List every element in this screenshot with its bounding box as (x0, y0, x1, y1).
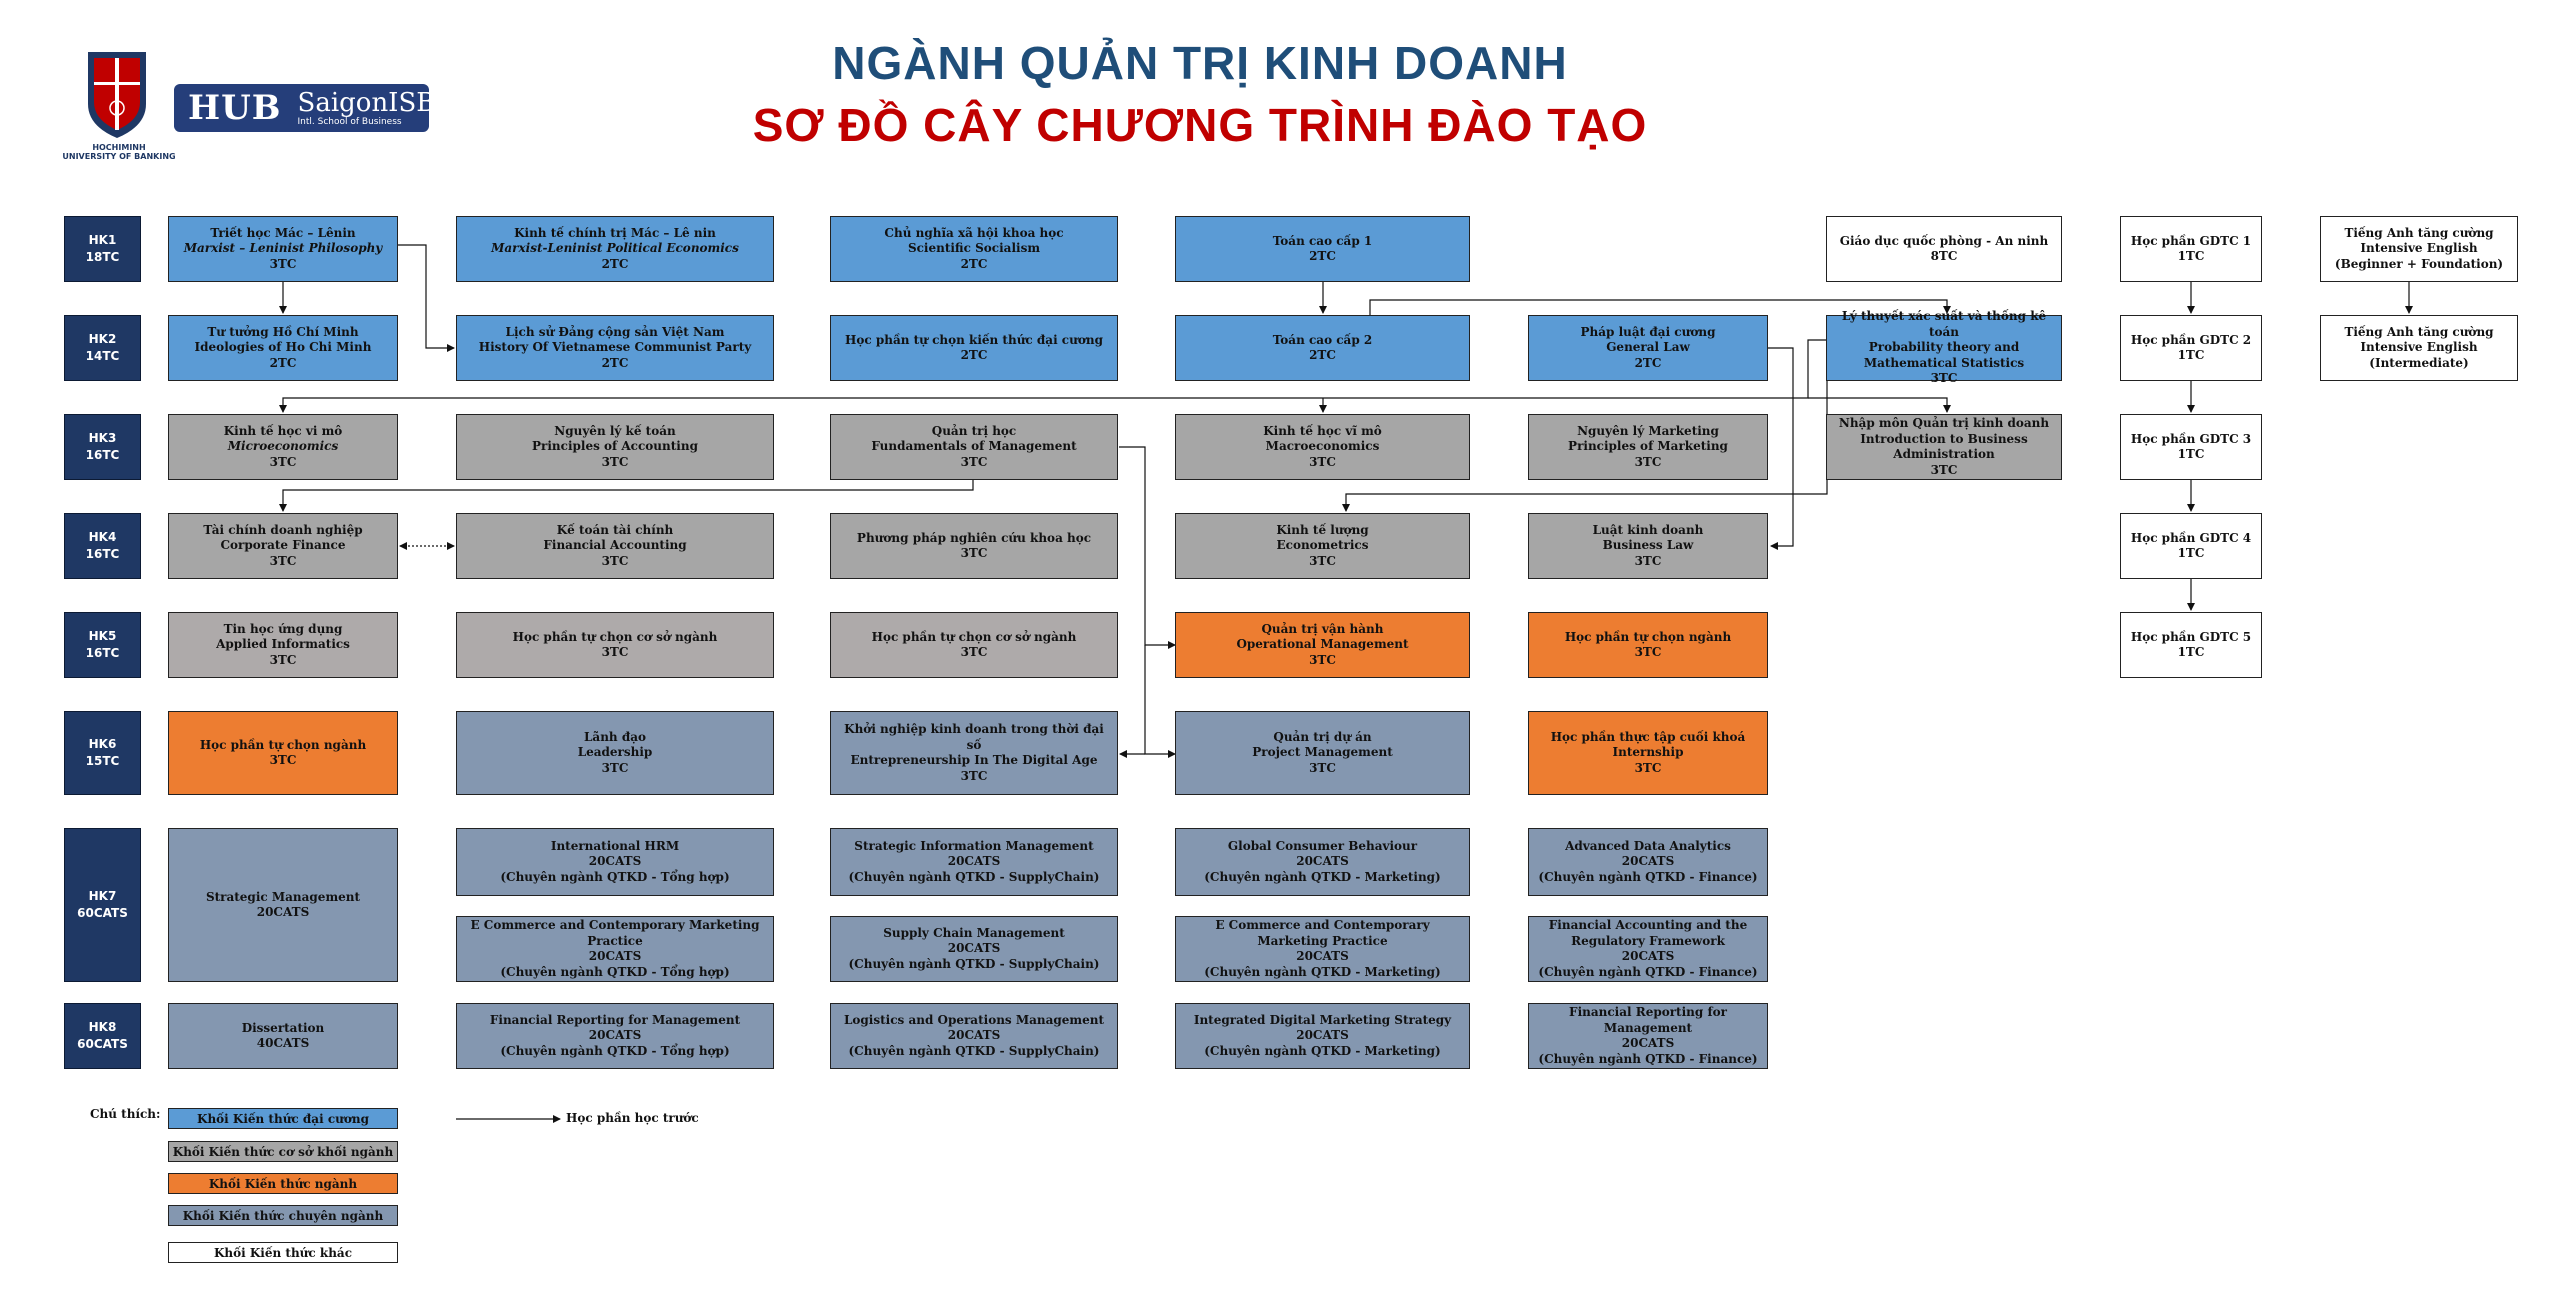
course-quan-tri-van-hanh: Quản trị vận hành Operational Management 3TC (1175, 612, 1470, 678)
course-toan-cao-cap-1: Toán cao cấp 1 2TC (1175, 216, 1470, 282)
course-thuc-tap: Học phần thực tập cuối khoá Internship 3TC (1528, 711, 1768, 795)
page-title: NGÀNH QUẢN TRỊ KINH DOANH (832, 37, 1568, 89)
course-integrated-digital-marketing: Integrated Digital Marketing Strategy 20CATS (Chuyên ngành QTKD - Marketing) (1175, 1003, 1470, 1069)
course-tu-chon-nganh-hk5: Học phần tự chọn ngành 3TC (1528, 612, 1768, 678)
course-tu-tuong-hcm: Tư tưởng Hồ Chí Minh Ideologies of Ho Chi Minh 2TC (168, 315, 398, 381)
semester-hk8: HK8 60CATS (64, 1003, 141, 1069)
arrow-qth-qtda (1145, 645, 1175, 754)
course-strategic-information-management: Strategic Information Management 20CATS (Chuyên ngành QTKD - SupplyChain) (830, 828, 1118, 896)
course-dissertation: Dissertation 40CATS (168, 1003, 398, 1069)
course-toan-cao-cap-2: Toán cao cấp 2 2TC (1175, 315, 1470, 381)
legend-arrow-label: Học phần học trước (566, 1111, 699, 1125)
course-luat-kinh-doanh: Luật kinh doanh Business Law 3TC (1528, 513, 1768, 579)
course-gdtc-2: Học phần GDTC 2 1TC (2120, 315, 2262, 381)
logo-isb-sub: Intl. School of Business (297, 116, 402, 127)
legend-co-so-khoi-nganh: Khối Kiến thức cơ sở khối ngành (168, 1141, 398, 1162)
course-tai-chinh-doanh-nghiep: Tài chính doanh nghiệp Corporate Finance 3TC (168, 513, 398, 579)
course-financial-reporting-finance: Financial Reporting for Management 20CATS (Chuyên ngành QTKD - Finance) (1528, 1003, 1768, 1069)
arrow-triet-lsd (398, 245, 454, 348)
legend-chuyen-nganh: Khối Kiến thức chuyên ngành (168, 1205, 398, 1226)
course-financial-accounting-regulatory: Financial Accounting and the Regulatory Framework 20CATS (Chuyên ngành QTKD - Finance) (1528, 916, 1768, 982)
course-kinh-te-vi-mo: Kinh tế học vi mô Microeconomics 3TC (168, 414, 398, 480)
semester-hk4: HK4 16TC (64, 513, 141, 579)
legend-khac: Khối Kiến thức khác (168, 1242, 398, 1263)
course-tu-chon-nganh-hk6: Học phần tự chọn ngành 3TC (168, 711, 398, 795)
logo-caption: HOCHIMINH UNIVERSITY OF BANKING (62, 143, 176, 161)
course-english-2: Tiếng Anh tăng cường Intensive English (Intermediate) (2320, 315, 2518, 381)
course-nguyen-ly-marketing: Nguyên lý Marketing Principles of Marketing 3TC (1528, 414, 1768, 480)
course-ke-toan-tai-chinh: Kế toán tài chính Financial Accounting 3TC (456, 513, 774, 579)
course-tin-hoc-ung-dung: Tin học ứng dụng Applied Informatics 3TC (168, 612, 398, 678)
legend-dai-cuong: Khối Kiến thức đại cương (168, 1108, 398, 1129)
semester-hk7: HK7 60CATS (64, 828, 141, 982)
semester-hk6: HK6 15TC (64, 711, 141, 795)
course-supply-chain-management: Supply Chain Management 20CATS (Chuyên ngành QTKD - SupplyChain) (830, 916, 1118, 982)
logo-isb-text: SaigonISB (297, 87, 436, 118)
course-phuong-phap-nckh: Phương pháp nghiên cứu khoa học 3TC (830, 513, 1118, 579)
arrow-xstk-nmqt (1808, 398, 1947, 412)
arrow-qth-tcdn (283, 480, 973, 511)
arrow-qth-qtvh (1119, 447, 1175, 645)
course-kinh-te-luong: Kinh tế lượng Econometrics 3TC (1175, 513, 1470, 579)
semester-hk2: HK2 14TC (64, 315, 141, 381)
course-gdtc-1: Học phần GDTC 1 1TC (2120, 216, 2262, 282)
page-subtitle: SƠ ĐỒ CÂY CHƯƠNG TRÌNH ĐÀO TẠO (752, 99, 1648, 151)
course-tu-chon-dai-cuong: Học phần tự chọn kiến thức đại cương 2TC (830, 315, 1118, 381)
course-lanh-dao: Lãnh đạo Leadership 3TC (456, 711, 774, 795)
course-phap-luat-dai-cuong: Pháp luật đại cương General Law 2TC (1528, 315, 1768, 381)
course-xac-suat-thong-ke: Lý thuyết xác suất và thống kê toán Probability theory and Mathematical Statistics 3TC (1826, 315, 2062, 381)
legend-nganh: Khối Kiến thức ngành (168, 1173, 398, 1194)
course-nhap-mon-qtkd: Nhập môn Quản trị kinh doanh Introduction to Business Administration 3TC (1826, 414, 2062, 480)
course-ecommerce-marketing: E Commerce and Contemporary Marketing Practice 20CATS (Chuyên ngành QTKD - Marketing) (1175, 916, 1470, 982)
course-lich-su-dang: Lịch sử Đảng cộng sản Việt Nam History Of Vietnamese Communist Party 2TC (456, 315, 774, 381)
course-nguyen-ly-ke-toan: Nguyên lý kế toán Principles of Accounting 3TC (456, 414, 774, 480)
course-logistics-operations: Logistics and Operations Management 20CATS (Chuyên ngành QTKD - SupplyChain) (830, 1003, 1118, 1069)
legend-label: Chú thích: (90, 1107, 161, 1121)
course-gdtc-3: Học phần GDTC 3 1TC (2120, 414, 2262, 480)
course-triet-hoc: Triết học Mác – Lênin Marxist – Leninist Philosophy 3TC (168, 216, 398, 282)
course-cnxh: Chủ nghĩa xã hội khoa học Scientific Socialism 2TC (830, 216, 1118, 282)
hub-saigonisb-logo (174, 84, 436, 132)
course-gdtc-5: Học phần GDTC 5 1TC (2120, 612, 2262, 678)
course-ecommerce-tong-hop: E Commerce and Contemporary Marketing Practice 20CATS (Chuyên ngành QTKD - Tổng hợp) (456, 916, 774, 982)
course-quan-tri-hoc: Quản trị học Fundamentals of Management 3TC (830, 414, 1118, 480)
course-tu-chon-co-so-2: Học phần tự chọn cơ sở ngành 3TC (830, 612, 1118, 678)
semester-hk3: HK3 16TC (64, 414, 141, 480)
course-english-1: Tiếng Anh tăng cường Intensive English (Beginner + Foundation) (2320, 216, 2518, 282)
course-kinh-te-chinh-tri: Kinh tế chính trị Mác – Lê nin Marxist-Leninist Political Economics 2TC (456, 216, 774, 282)
course-quan-tri-du-an: Quản trị dự án Project Management 3TC (1175, 711, 1470, 795)
hub-shield-logo (86, 48, 148, 140)
course-global-consumer-behaviour: Global Consumer Behaviour 20CATS (Chuyên ngành QTKD - Marketing) (1175, 828, 1470, 896)
course-tu-chon-co-so-1: Học phần tự chọn cơ sở ngành 3TC (456, 612, 774, 678)
course-kinh-te-vi-mo-2: Kinh tế học vĩ mô Macroeconomics 3TC (1175, 414, 1470, 480)
semester-hk5: HK5 16TC (64, 612, 141, 678)
arrow-pldc-lkd (1768, 348, 1793, 546)
course-advanced-data-analytics: Advanced Data Analytics 20CATS (Chuyên ngành QTKD - Finance) (1528, 828, 1768, 896)
course-gdqp: Giáo dục quốc phòng - An ninh 8TC (1826, 216, 2062, 282)
course-gdtc-4: Học phần GDTC 4 1TC (2120, 513, 2262, 579)
course-financial-reporting-tong-hop: Financial Reporting for Management 20CATS (Chuyên ngành QTKD - Tổng hợp) (456, 1003, 774, 1069)
logo-hub-text: HUB (188, 88, 282, 128)
course-strategic-management: Strategic Management 20CATS (168, 828, 398, 982)
course-khoi-nghiep: Khởi nghiệp kinh doanh trong thời đại số Entrepreneurship In The Digital Age 3TC (830, 711, 1118, 795)
semester-hk1: HK1 18TC (64, 216, 141, 282)
course-international-hrm: International HRM 20CATS (Chuyên ngành QTKD - Tổng hợp) (456, 828, 774, 896)
